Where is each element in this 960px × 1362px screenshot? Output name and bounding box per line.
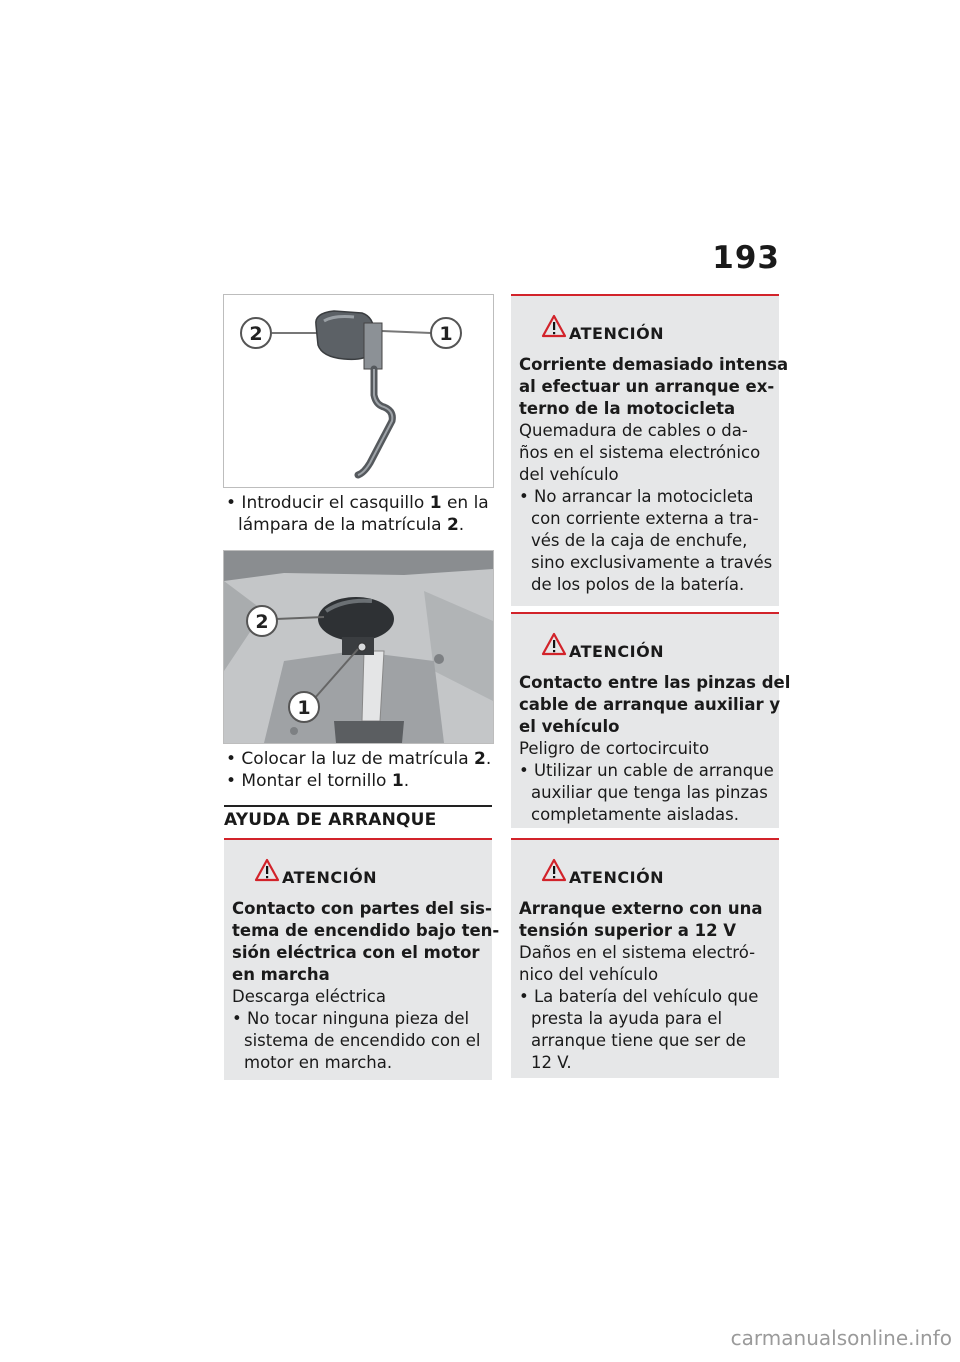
svg-text:1: 1 [297, 697, 311, 719]
warning-label: ATENCIÓN [569, 868, 665, 887]
warning-heading: sión eléctrica con el motor [232, 943, 480, 962]
warning-heading: tensión superior a 12 V [519, 921, 737, 940]
warning-heading: Contacto con partes del sis- [232, 899, 492, 918]
warning-action: • Utilizar un cable de arranque [519, 761, 774, 780]
warning-heading: tema de encendido bajo ten- [232, 921, 500, 940]
warning-heading: cable de arranque auxiliar y [519, 695, 781, 714]
callout-2 [247, 606, 277, 636]
svg-text:2: 2 [249, 323, 263, 345]
section-title: AYUDA DE ARRANQUE [224, 810, 437, 830]
warning-consequence: del vehículo [519, 465, 619, 484]
warning-action: • No arrancar la motocicleta [519, 487, 754, 506]
callout-1 [289, 692, 319, 722]
warning-consequence: nico del vehículo [519, 965, 659, 984]
warning-action: sino exclusivamente a través [531, 553, 773, 572]
warning-action: de los polos de la batería. [531, 575, 745, 594]
warning-action: • La batería del vehículo que [519, 987, 759, 1006]
warning-box-current [511, 294, 789, 606]
warning-action: sistema de encendido con el [244, 1031, 481, 1050]
warning-action: arranque tiene que ser de [531, 1031, 747, 1050]
warning-action: presta la ayuda para el [531, 1009, 723, 1028]
warning-consequence: Quemadura de cables o da- [519, 421, 748, 440]
warning-label: ATENCIÓN [282, 868, 378, 887]
warning-consequence: Daños en el sistema electró- [519, 943, 756, 962]
warning-triangle-icon [541, 858, 567, 882]
warning-consequence: ños en el sistema electrónico [519, 443, 761, 462]
svg-text:2: 2 [255, 611, 269, 633]
warning-heading: terno de la motocicleta [519, 399, 736, 418]
warning-box-clamps [511, 612, 791, 828]
warning-box-voltage [511, 838, 779, 1078]
step-place-lamp: • Colocar la luz de matrícula 2. [226, 749, 492, 769]
warning-heading: el vehículo [519, 717, 620, 736]
warning-triangle-icon [254, 858, 280, 882]
warning-heading: Corriente demasiado intensa [519, 355, 789, 374]
warning-consequence: Descarga eléctrica [232, 987, 386, 1006]
warning-label: ATENCIÓN [569, 324, 665, 343]
warning-action: completamente aisladas. [531, 805, 739, 824]
warning-consequence: Peligro de cortocircuito [519, 739, 710, 758]
warning-action: con corriente externa a tra- [531, 509, 759, 528]
warning-box-ignition [224, 838, 500, 1080]
warning-heading: Contacto entre las pinzas del [519, 673, 791, 692]
warning-label: ATENCIÓN [569, 642, 665, 661]
instruction-insert-socket: • Introducir el casquillo 1 en la lámpara de la matrícula 2. [226, 493, 489, 535]
warning-heading: Arranque externo con una [519, 899, 763, 918]
page-number: 193 [712, 240, 780, 276]
step-mount-screw: • Montar el tornillo 1. [226, 771, 410, 791]
warning-action: • No tocar ninguna pieza del [232, 1009, 470, 1028]
warning-triangle-icon [541, 632, 567, 656]
callout-2 [241, 318, 271, 348]
warning-heading: al efectuar un arranque ex- [519, 377, 775, 396]
warning-action: auxiliar que tenga las pinzas [531, 783, 768, 802]
warning-triangle-icon [541, 314, 567, 338]
section-divider [224, 805, 492, 807]
warning-action: 12 V. [531, 1053, 572, 1072]
figure-license-lamp-socket [223, 294, 494, 488]
figure-license-lamp-mounted [223, 550, 494, 744]
warning-heading: en marcha [232, 965, 330, 984]
callout-1 [431, 318, 461, 348]
svg-text:1: 1 [439, 323, 453, 345]
instruction-mount-lamp [226, 748, 491, 792]
warning-action: motor en marcha. [244, 1053, 393, 1072]
footer-watermark: carmanualsonline.info [730, 1326, 952, 1350]
warning-action: vés de la caja de enchufe, [531, 531, 748, 550]
